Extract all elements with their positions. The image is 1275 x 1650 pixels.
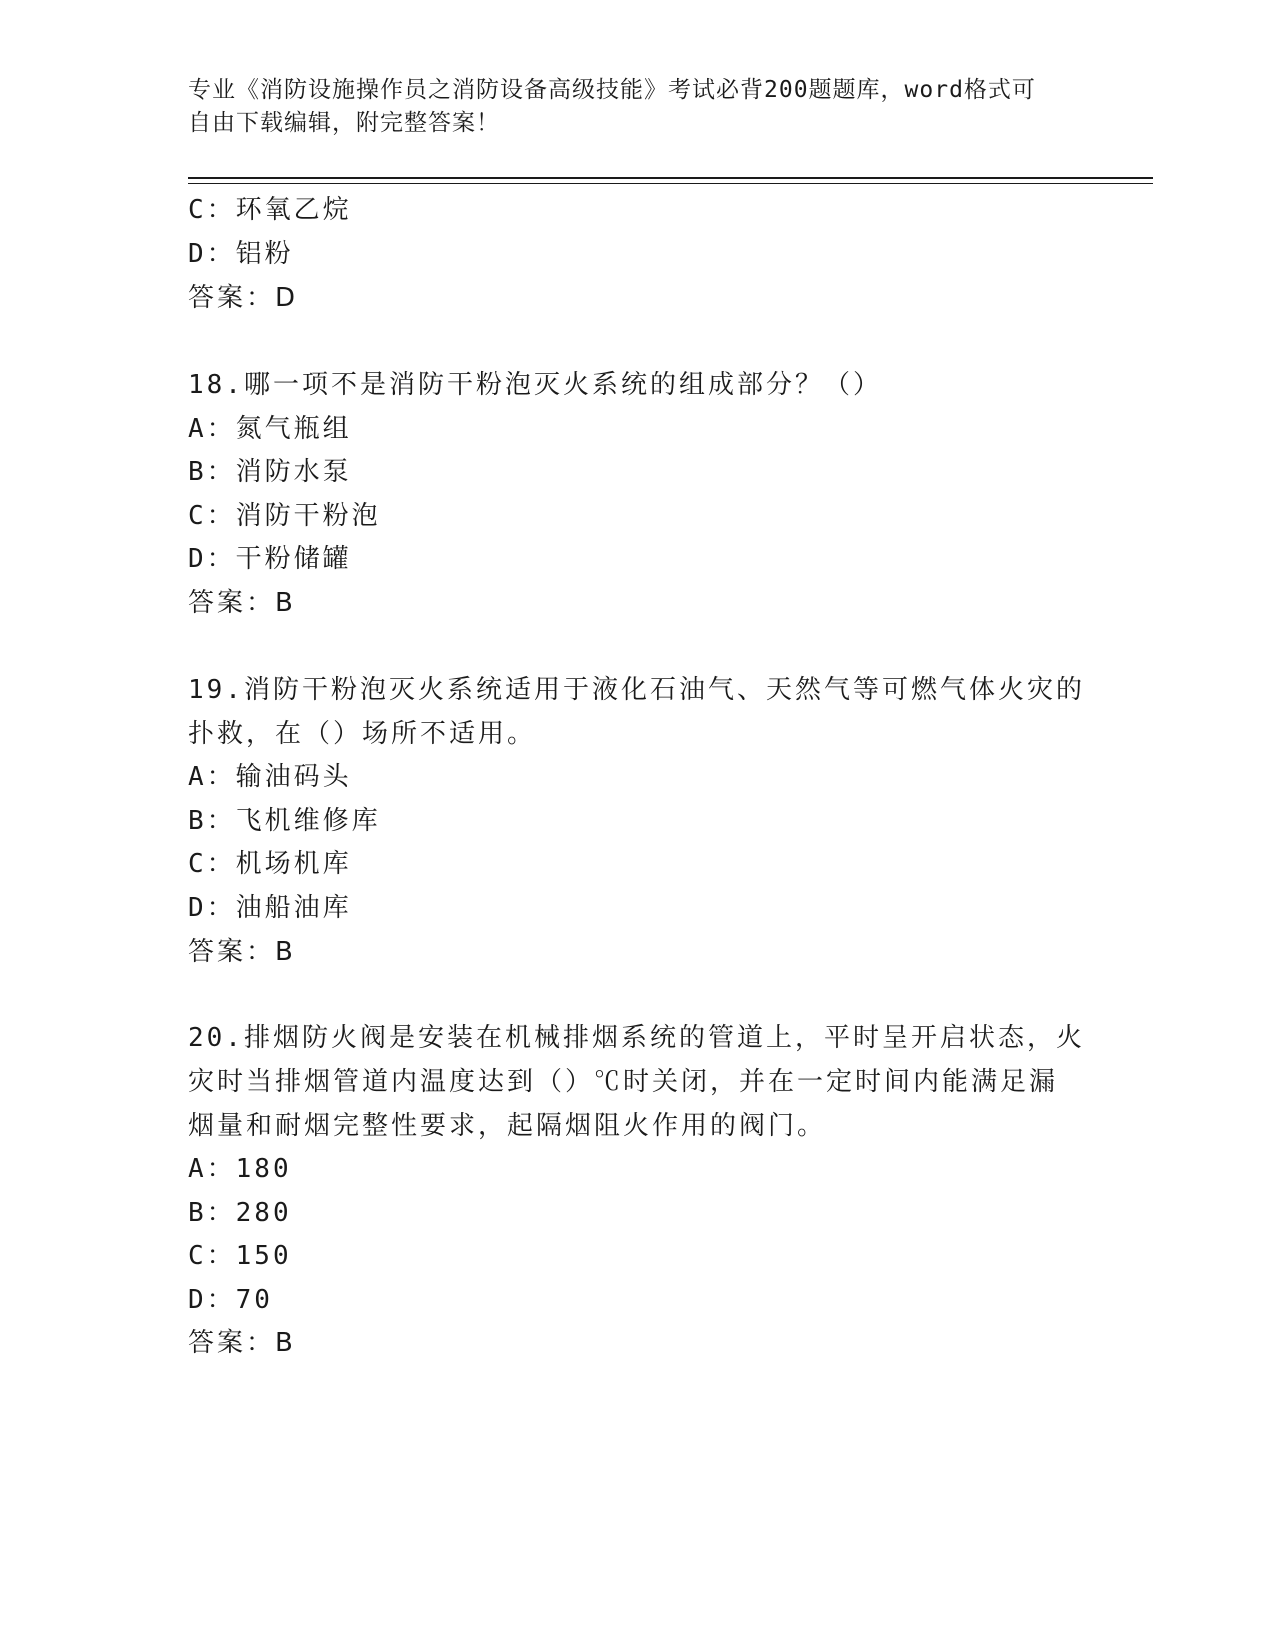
- q17-answer: 答案：D: [188, 283, 299, 313]
- header-divider-thin: [188, 183, 1153, 184]
- q18-option-a: A：氮气瓶组: [188, 414, 352, 444]
- q17-option-c: C：环氧乙烷: [188, 195, 352, 225]
- q18-option-c: C：消防干粉泡: [188, 501, 381, 531]
- document-header: [188, 74, 1068, 140]
- q18-option-b: B：消防水泵: [188, 457, 352, 487]
- q20-option-b: B：280: [188, 1198, 292, 1228]
- q20-question-line-1: 20.排烟防火阀是安装在机械排烟系统的管道上，平时呈开启状态，火: [188, 1023, 1085, 1053]
- q18-option-d: D：干粉储罐: [188, 544, 352, 574]
- q20-question-line-2: 灾时当排烟管道内温度达到（）℃时关闭，并在一定时间内能满足漏: [188, 1067, 1059, 1097]
- q19-option-d: D：油船油库: [188, 893, 352, 923]
- q20-question-line-3: 烟量和耐烟完整性要求，起隔烟阻火作用的阀门。: [188, 1111, 827, 1141]
- q20-option-a: A：180: [188, 1154, 292, 1184]
- q20-option-c: C：150: [188, 1241, 292, 1271]
- q20-option-d: D：70: [188, 1285, 273, 1315]
- q18-question: 18.哪一项不是消防干粉泡灭火系统的组成部分？（）: [188, 370, 882, 400]
- header-line-1: 专业《消防设施操作员之消防设备高级技能》考试必背200题题库，word格式可: [188, 77, 1036, 103]
- header-line-2: 自由下载编辑，附完整答案！: [188, 110, 500, 136]
- header-divider-thick: [188, 177, 1153, 179]
- q19-question-line-1: 19.消防干粉泡灭火系统适用于液化石油气、天然气等可燃气体火灾的: [188, 675, 1085, 705]
- q18-answer: 答案：B: [188, 588, 296, 618]
- q19-answer: 答案：B: [188, 937, 296, 967]
- q19-option-c: C：机场机库: [188, 849, 352, 879]
- q19-option-a: A：输油码头: [188, 762, 352, 792]
- q19-question-line-2: 扑救，在（）场所不适用。: [188, 719, 537, 749]
- q19-option-b: B：飞机维修库: [188, 806, 381, 836]
- q17-option-d: D：铝粉: [188, 239, 294, 269]
- q20-answer: 答案：B: [188, 1328, 296, 1358]
